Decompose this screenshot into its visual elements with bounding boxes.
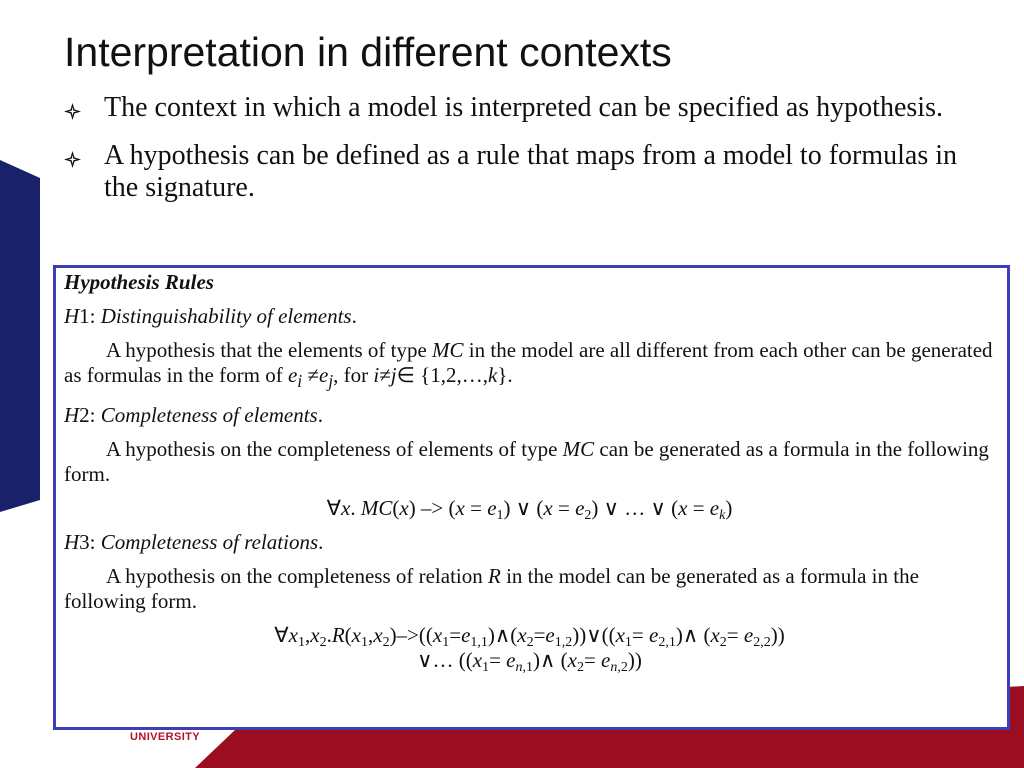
slide-title: Interpretation in different contexts xyxy=(64,29,672,75)
bullet-text: The context in which a model is interpreted can be specified as hypothesis. xyxy=(104,92,943,123)
bullet-text: A hypothesis can be defined as a rule that maps from a model to formulas in the signature. xyxy=(104,140,958,203)
hypothesis-rules-box xyxy=(53,265,1010,730)
bullet-item xyxy=(64,92,994,124)
h3-formula-line-2: ∨… (($x_1=$ $e_{n,1})\wedge$ $(x_2= e_{n,2})$) xyxy=(417,648,642,676)
left-navy-band xyxy=(0,0,40,768)
h1-description: A hypothesis that the elements of type MC in the model are all different from each other can be generated as formulas in the form of $e_i \ne e_j$, for i≠j∈ {1,2,…,k}. xyxy=(64,338,993,392)
h2-formula: ∀x. $MC(x) -> (x = e_1)$ ∨ $(x = e_2)$ ∨ … ∨ $(x = e_k)$ xyxy=(326,496,733,524)
university-logo-text: UNIVERSITY xyxy=(130,731,201,743)
four-petal-diamond-icon xyxy=(64,151,81,168)
h1-heading: H1: Distinguishability of elements. xyxy=(64,304,357,328)
four-petal-diamond-icon xyxy=(64,103,81,120)
bullet-list xyxy=(64,92,994,220)
h3-heading: H3: Completeness of relations. xyxy=(64,530,324,555)
rules-heading: Hypothesis Rules xyxy=(64,270,214,294)
h2-description: A hypothesis on the completeness of elements of type MC can be generated as a formula in the following form. xyxy=(64,437,989,487)
h3-formula-line-1: $\forall x_1,x_2.R(x_1,x_2)->((x_1=e_{1,1})\wedge(x_2=e_{1,2}))\vee((x_1=$ $e_{2,1})\wedge$ $(x_2= e_{2,2})$) xyxy=(274,623,785,651)
h2-heading: H2: Completeness of elements. xyxy=(64,403,323,428)
bullet-item xyxy=(64,140,994,204)
h3-description: A hypothesis on the completeness of relation R in the model can be generated as a formula in the following form. xyxy=(64,564,919,614)
